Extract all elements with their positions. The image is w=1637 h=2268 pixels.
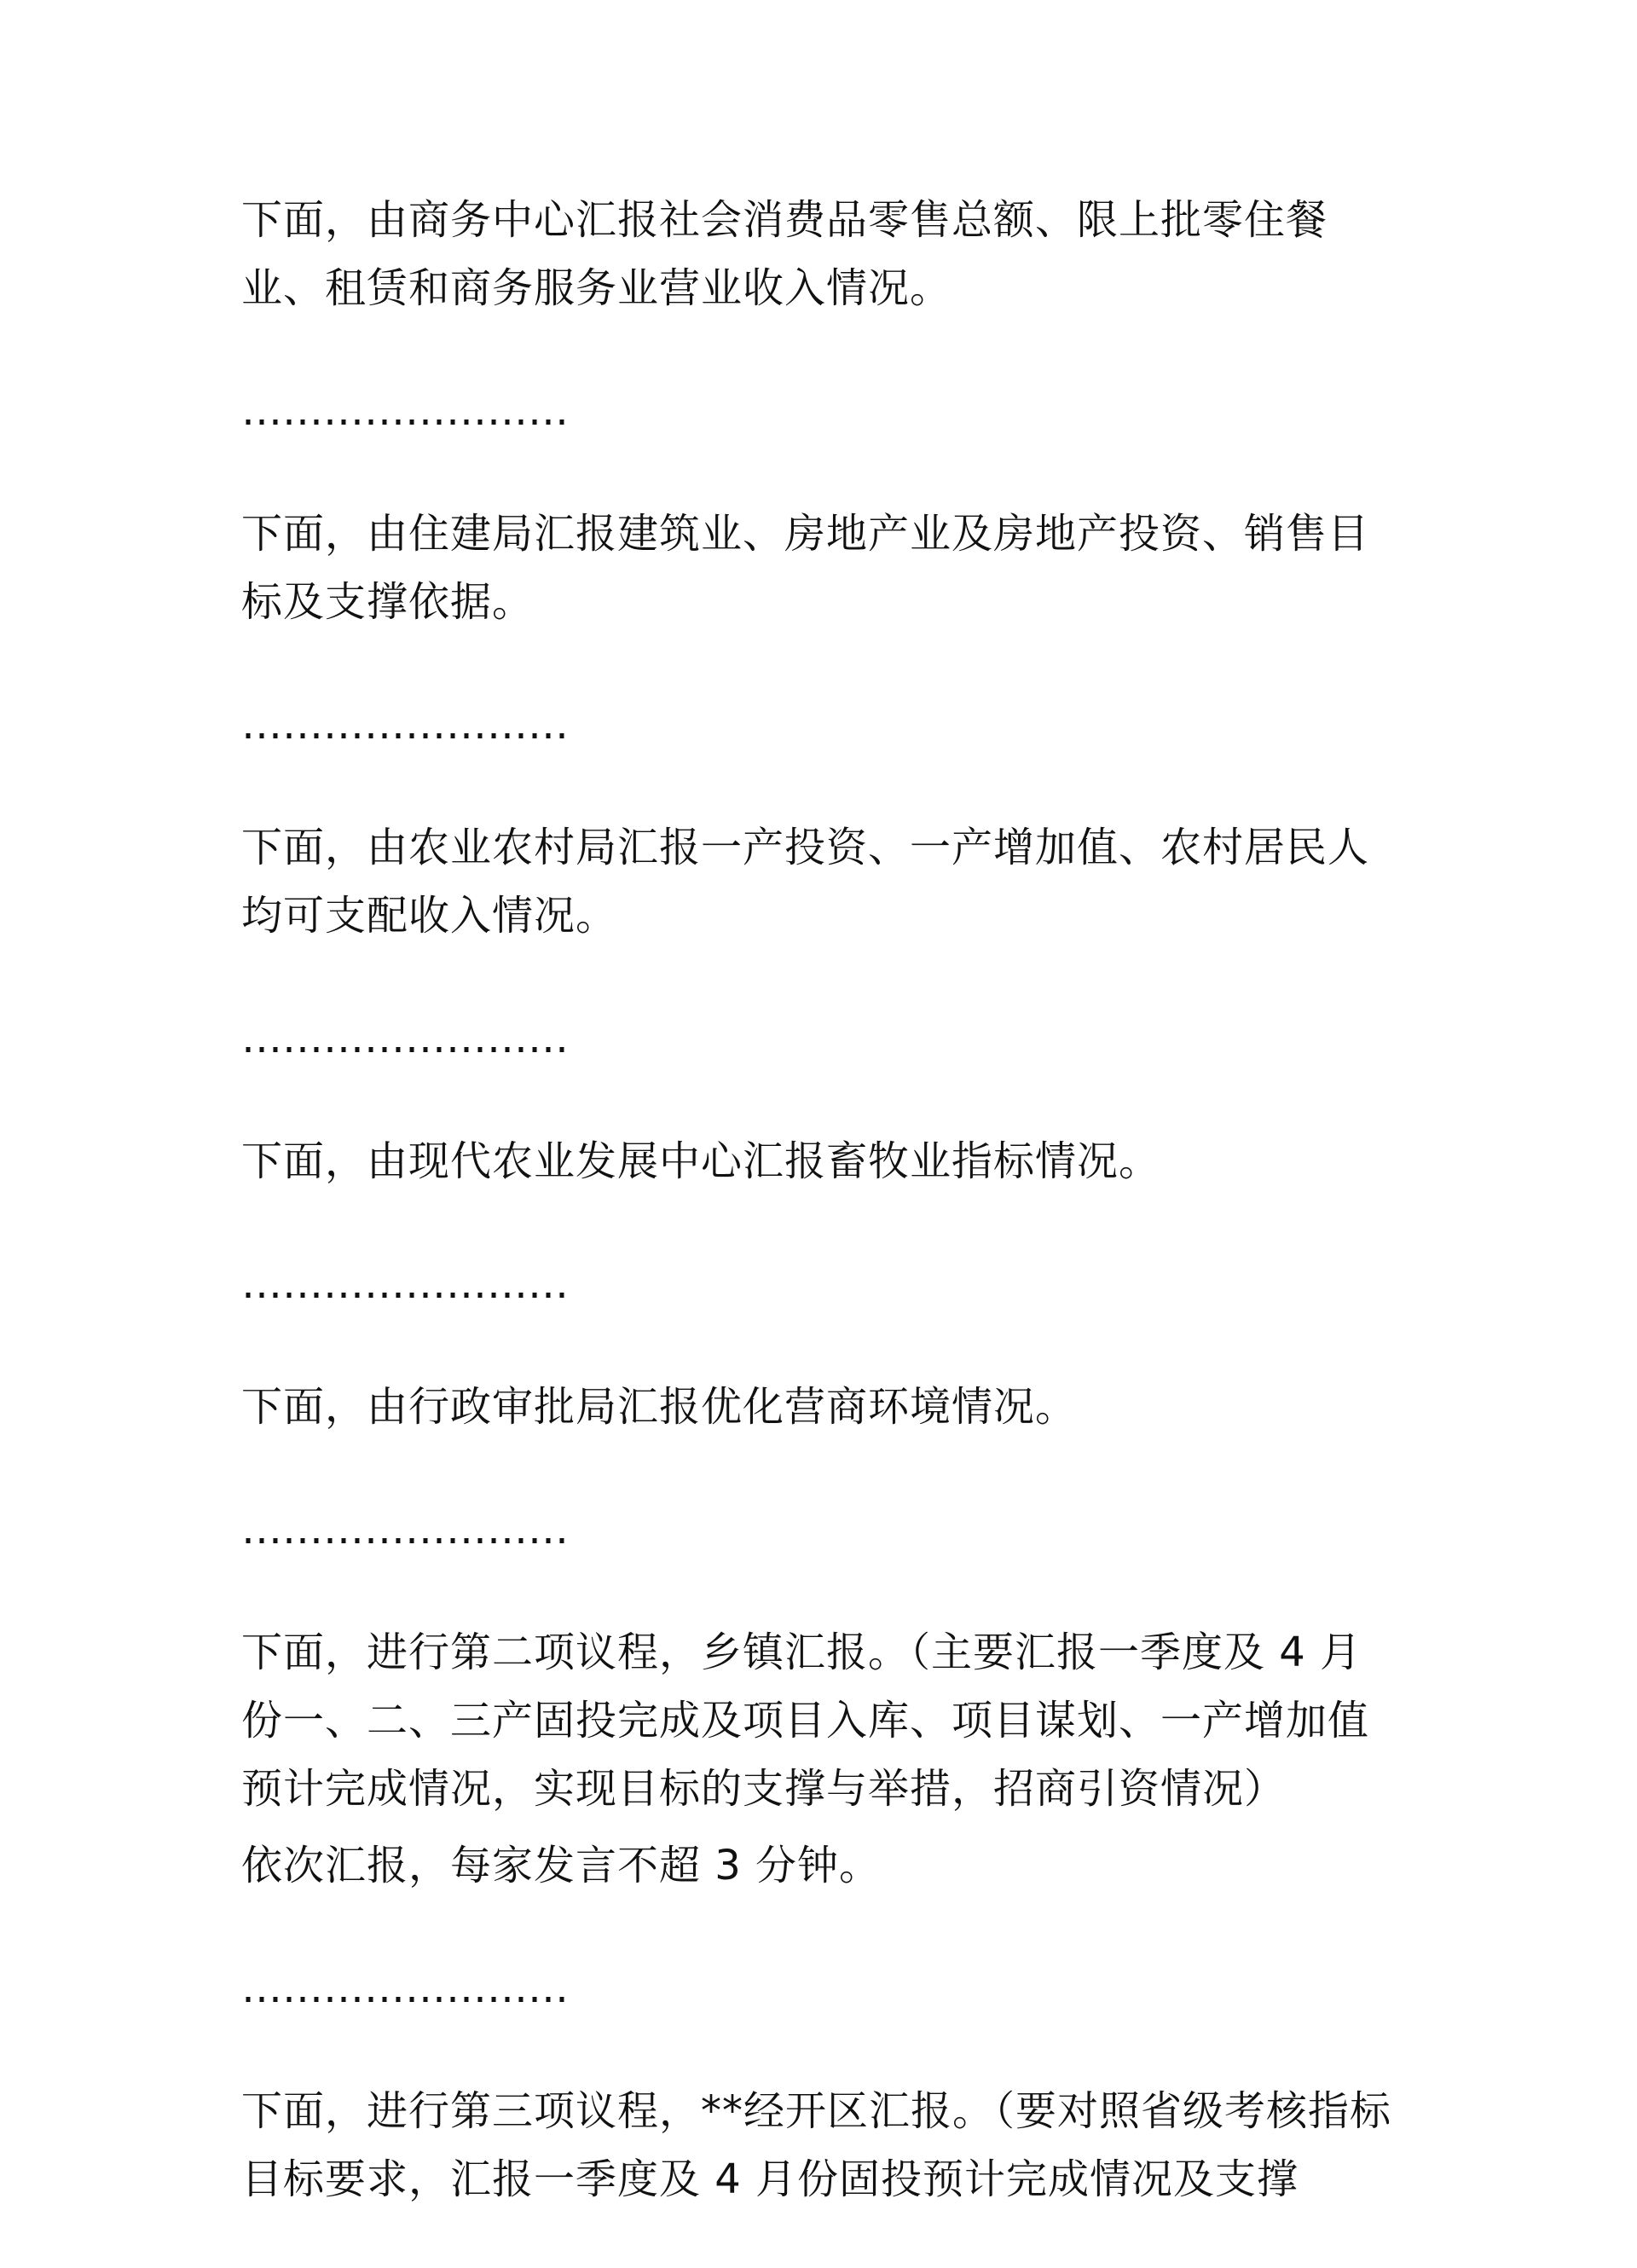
document-body	[241, 186, 1401, 2268]
paragraph-speaking-limit: 依次汇报，每家发言不超 3 分钟。	[241, 1842, 882, 1889]
paragraph-agriculture-bureau: 下面，由农业农村局汇报一产投资、一产增加值、农村居民人均可支配收入情况。	[241, 824, 1370, 940]
ellipsis-separator: ……………………	[241, 1506, 569, 1553]
ellipsis-separator: ……………………	[241, 701, 569, 749]
ellipsis-separator: ……………………	[241, 1015, 569, 1062]
paragraph-housing-bureau: 下面，由住建局汇报建筑业、房地产业及房地产投资、销售目标及支撑依据。	[241, 510, 1370, 626]
paragraph-modern-agriculture-center: 下面，由现代农业发展中心汇报畜牧业指标情况。	[241, 1137, 1161, 1185]
ellipsis-separator: ……………………	[241, 387, 569, 435]
paragraph-admin-approval-bureau: 下面，由行政审批局汇报优化营商环境情况。	[241, 1383, 1078, 1431]
paragraph-agenda-three: 下面，进行第三项议程，**经开区汇报。（要对照省级考核指标目标要求，汇报一季度及 4 月份固投预计完成情况及支撑	[241, 2087, 1392, 2203]
ellipsis-separator: ……………………	[241, 1964, 569, 2012]
ellipsis-separator: ……………………	[241, 1260, 569, 1308]
paragraph-agenda-two: 下面，进行第二项议程，乡镇汇报。（主要汇报一季度及 4 月份一、二、三产固投完成及项目入库、项目谋划、一产增加值预计完成情况，实现目标的支撑与举措，招商引资情况）	[241, 1629, 1370, 1813]
paragraph-commerce-center: 下面，由商务中心汇报社会消费品零售总额、限上批零住餐业、租赁和商务服务业营业收入情况。	[241, 196, 1328, 312]
